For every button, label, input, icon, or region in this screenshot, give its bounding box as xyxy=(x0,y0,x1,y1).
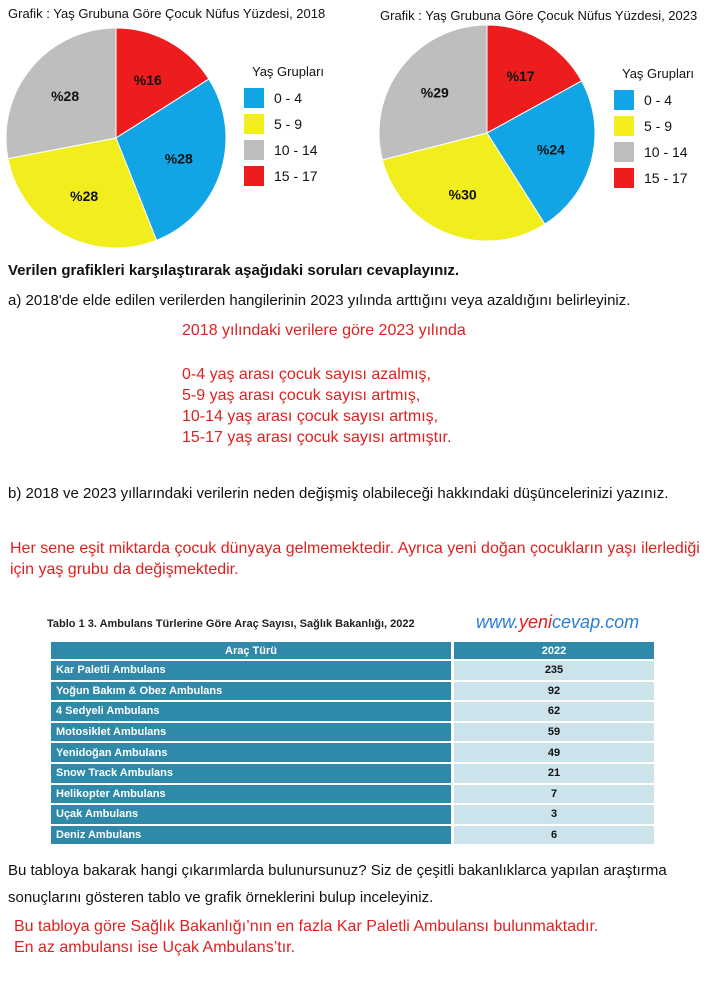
question-b: b) 2018 ve 2023 yıllarındaki verilerin neden değişmiş olabileceği hakkındaki düşüncelerinizi yazınız. xyxy=(8,485,669,502)
table-row xyxy=(51,805,654,824)
column-header-year: 2022 xyxy=(454,642,654,659)
legend-swatch xyxy=(614,116,634,136)
cell-type: Kar Paletli Ambulans xyxy=(51,661,451,680)
table-row xyxy=(51,682,654,701)
cell-count: 62 xyxy=(454,702,654,721)
cell-count: 49 xyxy=(454,743,654,762)
table-header-row xyxy=(51,642,654,659)
legend-item-0-4 xyxy=(244,85,374,111)
legend-item-5-9 xyxy=(244,111,374,137)
answer-c-line: Bu tabloya göre Sağlık Bakanlığı’nın en fazla Kar Paletli Ambulansı bulunmaktadır. xyxy=(14,918,599,935)
cell-count: 21 xyxy=(454,764,654,783)
cell-type: Uçak Ambulans xyxy=(51,805,451,824)
legend-item-10-14 xyxy=(244,137,374,163)
question-c: Bu tabloya bakarak hangi çıkarımlarda bulunursunuz? Siz de çeşitli bakanlıklarca yapılan araştırma sonuçlarını gösteren tablo ve grafik örneklerini bulup inceleyiniz. xyxy=(8,862,667,906)
watermark-logo xyxy=(476,612,639,633)
table-row xyxy=(51,702,654,721)
cell-count: 235 xyxy=(454,661,654,680)
answer-c xyxy=(14,916,598,958)
pie-chart-2018 xyxy=(0,0,260,260)
cell-type: Motosiklet Ambulans xyxy=(51,723,451,742)
legend-swatch xyxy=(244,114,264,134)
cell-type: Deniz Ambulans xyxy=(51,826,451,845)
cell-count: 6 xyxy=(454,826,654,845)
legend-swatch xyxy=(614,142,634,162)
slice-value-label: %30 xyxy=(448,186,477,203)
watermark-prefix: www. xyxy=(476,612,520,632)
answer-c-line: En az ambulansı ise Uçak Ambulans’tır. xyxy=(14,939,296,956)
legend-swatch xyxy=(244,140,264,160)
slice-value-label: %17 xyxy=(506,68,535,85)
cell-type: Snow Track Ambulans xyxy=(51,764,451,783)
chart-title-2018: Grafik : Yaş Grubuna Göre Çocuk Nüfus Yüzdesi, 2018 xyxy=(8,6,326,21)
legend-label: 15 - 17 xyxy=(644,170,688,186)
legend-item-15-17 xyxy=(244,163,374,189)
answer-a-list xyxy=(182,364,451,448)
slice-value-label: %28 xyxy=(164,150,193,167)
legend-label: 0 - 4 xyxy=(274,90,303,106)
cell-type: 4 Sedyeli Ambulans xyxy=(51,702,451,721)
legend-2023 xyxy=(614,66,708,191)
legend-label: 0 - 4 xyxy=(644,92,673,108)
slice-value-label: %29 xyxy=(420,84,449,101)
slice-value-label: %28 xyxy=(51,87,80,104)
legend-label: 5 - 9 xyxy=(274,116,303,132)
legend-label: 15 - 17 xyxy=(274,168,318,184)
table-row xyxy=(51,661,654,680)
table-row xyxy=(51,826,654,845)
cell-count: 3 xyxy=(454,805,654,824)
cell-count: 7 xyxy=(454,785,654,804)
answer-a-line: 5-9 yaş arası çocuk sayısı artmış, xyxy=(182,387,421,404)
cell-count: 59 xyxy=(454,723,654,742)
legend-item-10-14 xyxy=(614,139,708,165)
answer-a-line: 10-14 yaş arası çocuk sayısı artmış, xyxy=(182,408,439,425)
slice-value-label: %24 xyxy=(536,141,565,158)
table-row xyxy=(51,785,654,804)
table-title: Tablo 1 3. Ambulans Türlerine Göre Araç Sayısı, Sağlık Bakanlığı, 2022 xyxy=(47,618,415,630)
table-row xyxy=(51,743,654,762)
slice-value-label: %28 xyxy=(70,187,99,204)
pie-chart-2023 xyxy=(370,10,610,250)
answer-b: Her sene eşit miktarda çocuk dünyaya gelmemektedir. Ayrıca yeni doğan çocukların yaşı ilerlediği için yaş grubu da değişmektedir. xyxy=(10,540,700,578)
column-header-type: Araç Türü xyxy=(51,642,451,659)
ambulance-table xyxy=(48,640,657,846)
cell-type: Helikopter Ambulans xyxy=(51,785,451,804)
legend-label: 10 - 14 xyxy=(644,144,688,160)
legend-item-0-4 xyxy=(614,87,708,113)
question-a: a) 2018'de elde edilen verilerden hangilerinin 2023 yılında arttığını veya azaldığını belirleyiniz. xyxy=(8,292,631,309)
slice-value-label: %16 xyxy=(133,72,162,89)
cell-count: 92 xyxy=(454,682,654,701)
legend-title: Yaş Grupları xyxy=(252,64,325,79)
legend-swatch xyxy=(244,88,264,108)
instruction-heading: Verilen grafikleri karşılaştırarak aşağıdaki soruları cevaplayınız. xyxy=(8,262,460,279)
table-row xyxy=(51,764,654,783)
legend-2018 xyxy=(244,64,374,189)
legend-item-5-9 xyxy=(614,113,708,139)
answer-a-intro: 2018 yılındaki verilere göre 2023 yılında xyxy=(182,322,466,339)
answer-a-line: 15-17 yaş arası çocuk sayısı artmıştır. xyxy=(182,429,452,446)
legend-label: 5 - 9 xyxy=(644,118,673,134)
legend-title: Yaş Grupları xyxy=(622,66,695,81)
answer-a-line: 0-4 yaş arası çocuk sayısı azalmış, xyxy=(182,366,431,383)
cell-type: Yoğun Bakım & Obez Ambulans xyxy=(51,682,451,701)
legend-swatch xyxy=(244,166,264,186)
cell-type: Yenidoğan Ambulans xyxy=(51,743,451,762)
legend-swatch xyxy=(614,90,634,110)
watermark-suffix: cevap.com xyxy=(552,612,640,632)
watermark-accent: yeni xyxy=(519,612,553,632)
chart-title-2023: Grafik : Yaş Grubuna Göre Çocuk Nüfus Yüzdesi, 2023 xyxy=(380,8,698,23)
table-row xyxy=(51,723,654,742)
legend-swatch xyxy=(614,168,634,188)
legend-label: 10 - 14 xyxy=(274,142,318,158)
legend-item-15-17 xyxy=(614,165,708,191)
